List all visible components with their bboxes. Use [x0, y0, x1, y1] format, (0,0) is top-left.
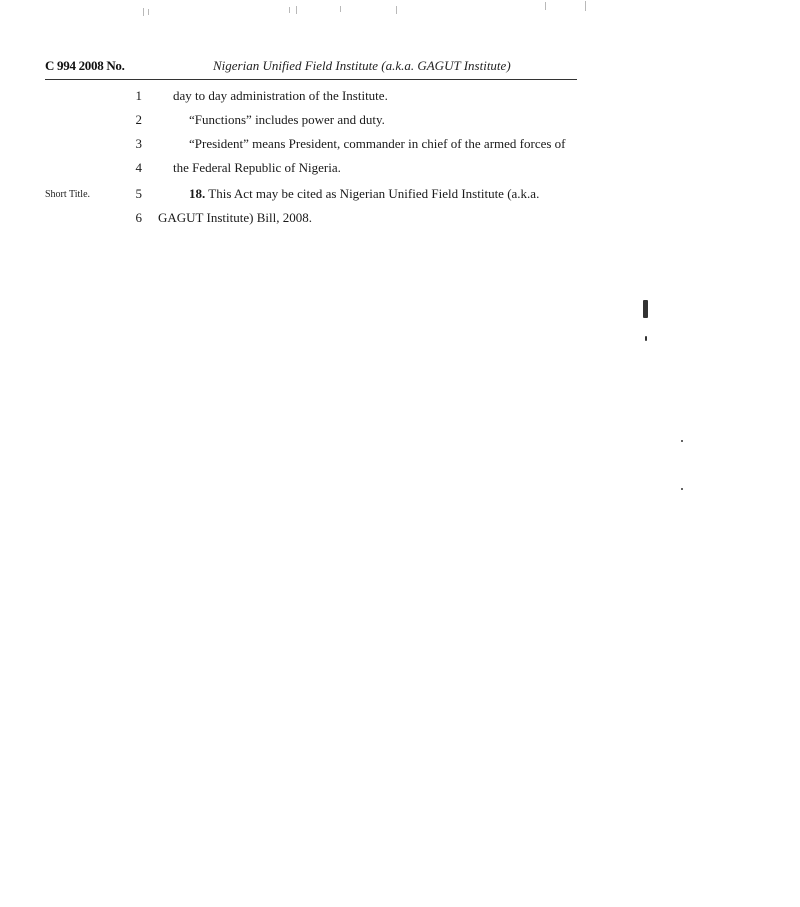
line-text: day to day administration of the Institute. [173, 88, 388, 103]
scan-mark [340, 6, 341, 12]
line-text: “Functions” includes power and duty. [189, 112, 385, 127]
line-number: 4 [135, 160, 142, 175]
text-line-2 [0, 112, 600, 132]
text-line-5 [0, 186, 600, 206]
scan-speck [645, 336, 647, 341]
running-header [45, 56, 577, 78]
text-line-3 [0, 136, 600, 156]
line-number: 2 [135, 112, 142, 127]
scan-mark [585, 1, 586, 11]
line-text: the Federal Republic of Nigeria. [173, 160, 341, 175]
scan-speck [643, 300, 648, 318]
text-line-1 [0, 88, 600, 108]
scan-speck [681, 488, 683, 490]
scan-speck [681, 440, 683, 442]
scan-mark [143, 8, 144, 16]
scan-mark [289, 7, 290, 13]
scan-mark [296, 6, 297, 14]
document-title: Nigerian Unified Field Institute (a.k.a. GAGUT Institute) [213, 58, 511, 73]
section-number: 18. [189, 186, 206, 201]
header-rule [45, 79, 577, 80]
line-text: GAGUT Institute) Bill, 2008. [158, 210, 312, 225]
margin-note-short-title: Short Title. [45, 189, 91, 200]
scan-mark [545, 2, 546, 10]
page-number-label: C 994 2008 No. [45, 58, 125, 73]
line-number: 6 [135, 210, 142, 225]
scan-mark [396, 6, 397, 14]
line-text [189, 186, 539, 202]
line-text: “President” means President, commander in chief of the armed forces of [189, 136, 566, 151]
scan-mark [148, 9, 149, 15]
text-line-6 [0, 210, 600, 230]
line-number: 5 [135, 186, 142, 201]
text-line-4 [0, 160, 600, 180]
section-text: This Act may be cited as Nigerian Unified Field Institute (a.k.a. [205, 186, 540, 201]
line-number: 1 [135, 88, 142, 103]
line-number: 3 [135, 136, 142, 151]
